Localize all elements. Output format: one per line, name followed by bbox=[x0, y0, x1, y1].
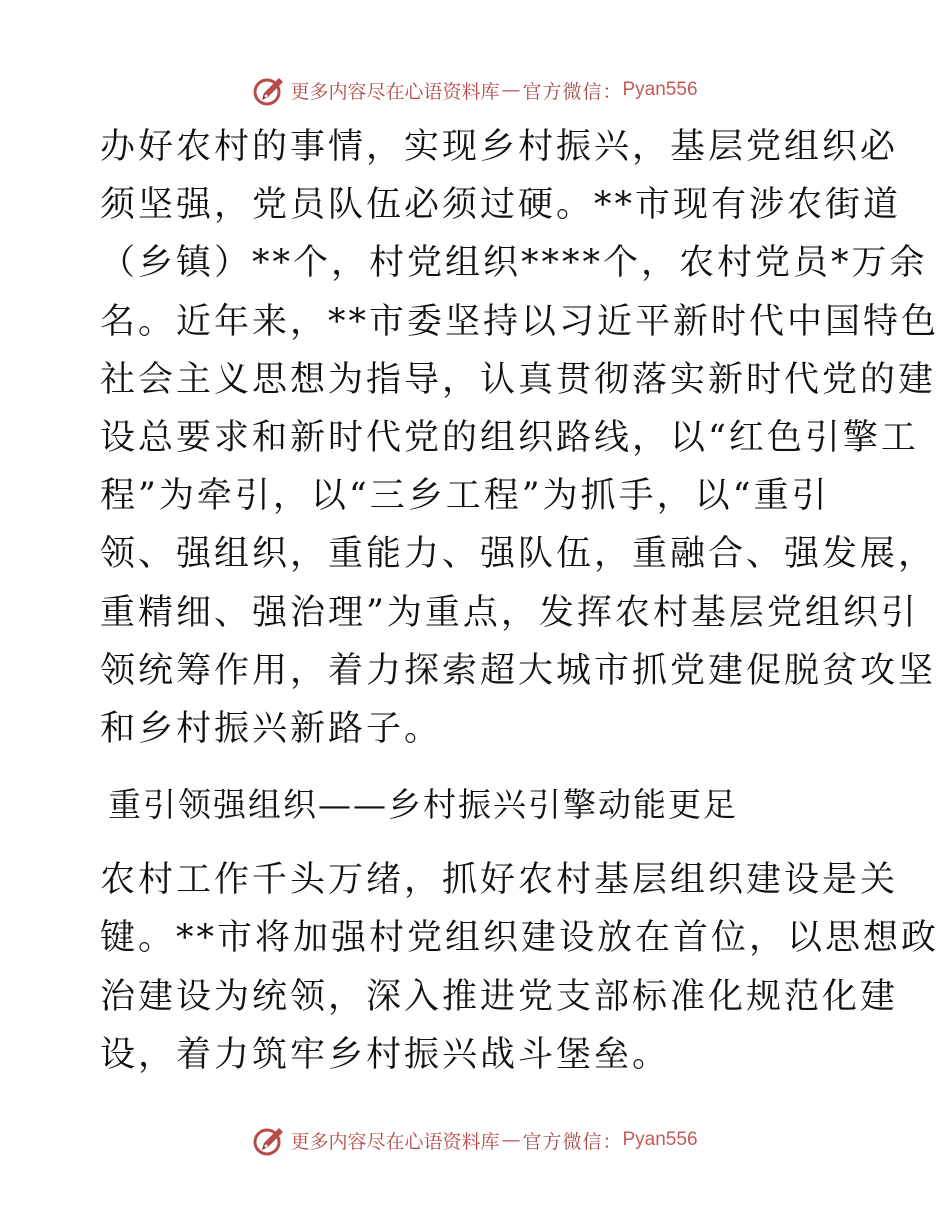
banner-separator: — bbox=[501, 1129, 521, 1151]
text-line: 键。**市将加强村党组织建设放在首位，以思想政 bbox=[100, 918, 940, 959]
pen-logo-icon bbox=[252, 73, 286, 107]
text-line: 农村工作千头万绪，抓好农村基层组织建设是关 bbox=[100, 860, 899, 901]
text-line: （乡镇）**个，村党组织****个，农村党员*万余 bbox=[100, 243, 928, 284]
text-line: 社会主义思想为指导，认真贯彻落实新时代党的建 bbox=[100, 359, 937, 400]
banner-wechat-handle: Pyan556 bbox=[622, 1129, 698, 1150]
text-line: 名。近年来，**市委坚持以习近平新时代中国特色 bbox=[100, 301, 940, 342]
banner-separator: — bbox=[501, 79, 521, 101]
footer-watermark bbox=[0, 1120, 950, 1160]
header-watermark bbox=[0, 70, 950, 110]
banner-official-label: 官方微信： bbox=[522, 1130, 623, 1153]
text-line: 治建设为统领，深入推进党支部标准化规范化建 bbox=[100, 976, 899, 1017]
text-line: 和乡村振兴新路子。 bbox=[100, 709, 443, 750]
text-line: 领、强组织，重能力、强队伍，重融合、强发展， bbox=[100, 534, 937, 575]
banner-brand-text: 更多内容尽在心语资料库 bbox=[290, 80, 500, 103]
section-heading: 重引领强组织——乡村振兴引擎动能更足 bbox=[108, 785, 738, 825]
banner-wechat-handle: Pyan556 bbox=[622, 79, 698, 100]
text-line: 须坚强，党员队伍必须过硬。**市现有涉农街道 bbox=[100, 185, 902, 226]
text-line: 领统筹作用，着力探索超大城市抓党建促脱贫攻坚 bbox=[100, 650, 937, 691]
paragraph-section-body bbox=[100, 851, 940, 1084]
banner-official-label: 官方微信： bbox=[522, 80, 623, 103]
text-line: 程”为牵引，以“三乡工程”为抓手，以“重引 bbox=[100, 476, 830, 517]
text-line: 设，着力筑牢乡村振兴战斗堡垒。 bbox=[100, 1034, 671, 1075]
pen-logo-icon bbox=[252, 1123, 286, 1157]
text-line: 重精细、强治理”为重点，发挥农村基层党组织引 bbox=[100, 592, 919, 633]
text-line: 设总要求和新时代党的组织路线，以“红色引擎工 bbox=[100, 418, 919, 459]
text-line: 办好农村的事情，实现乡村振兴，基层党组织必 bbox=[100, 127, 899, 167]
document-body bbox=[100, 118, 940, 1084]
paragraph-intro bbox=[100, 118, 940, 758]
banner-brand-text: 更多内容尽在心语资料库 bbox=[290, 1130, 500, 1153]
